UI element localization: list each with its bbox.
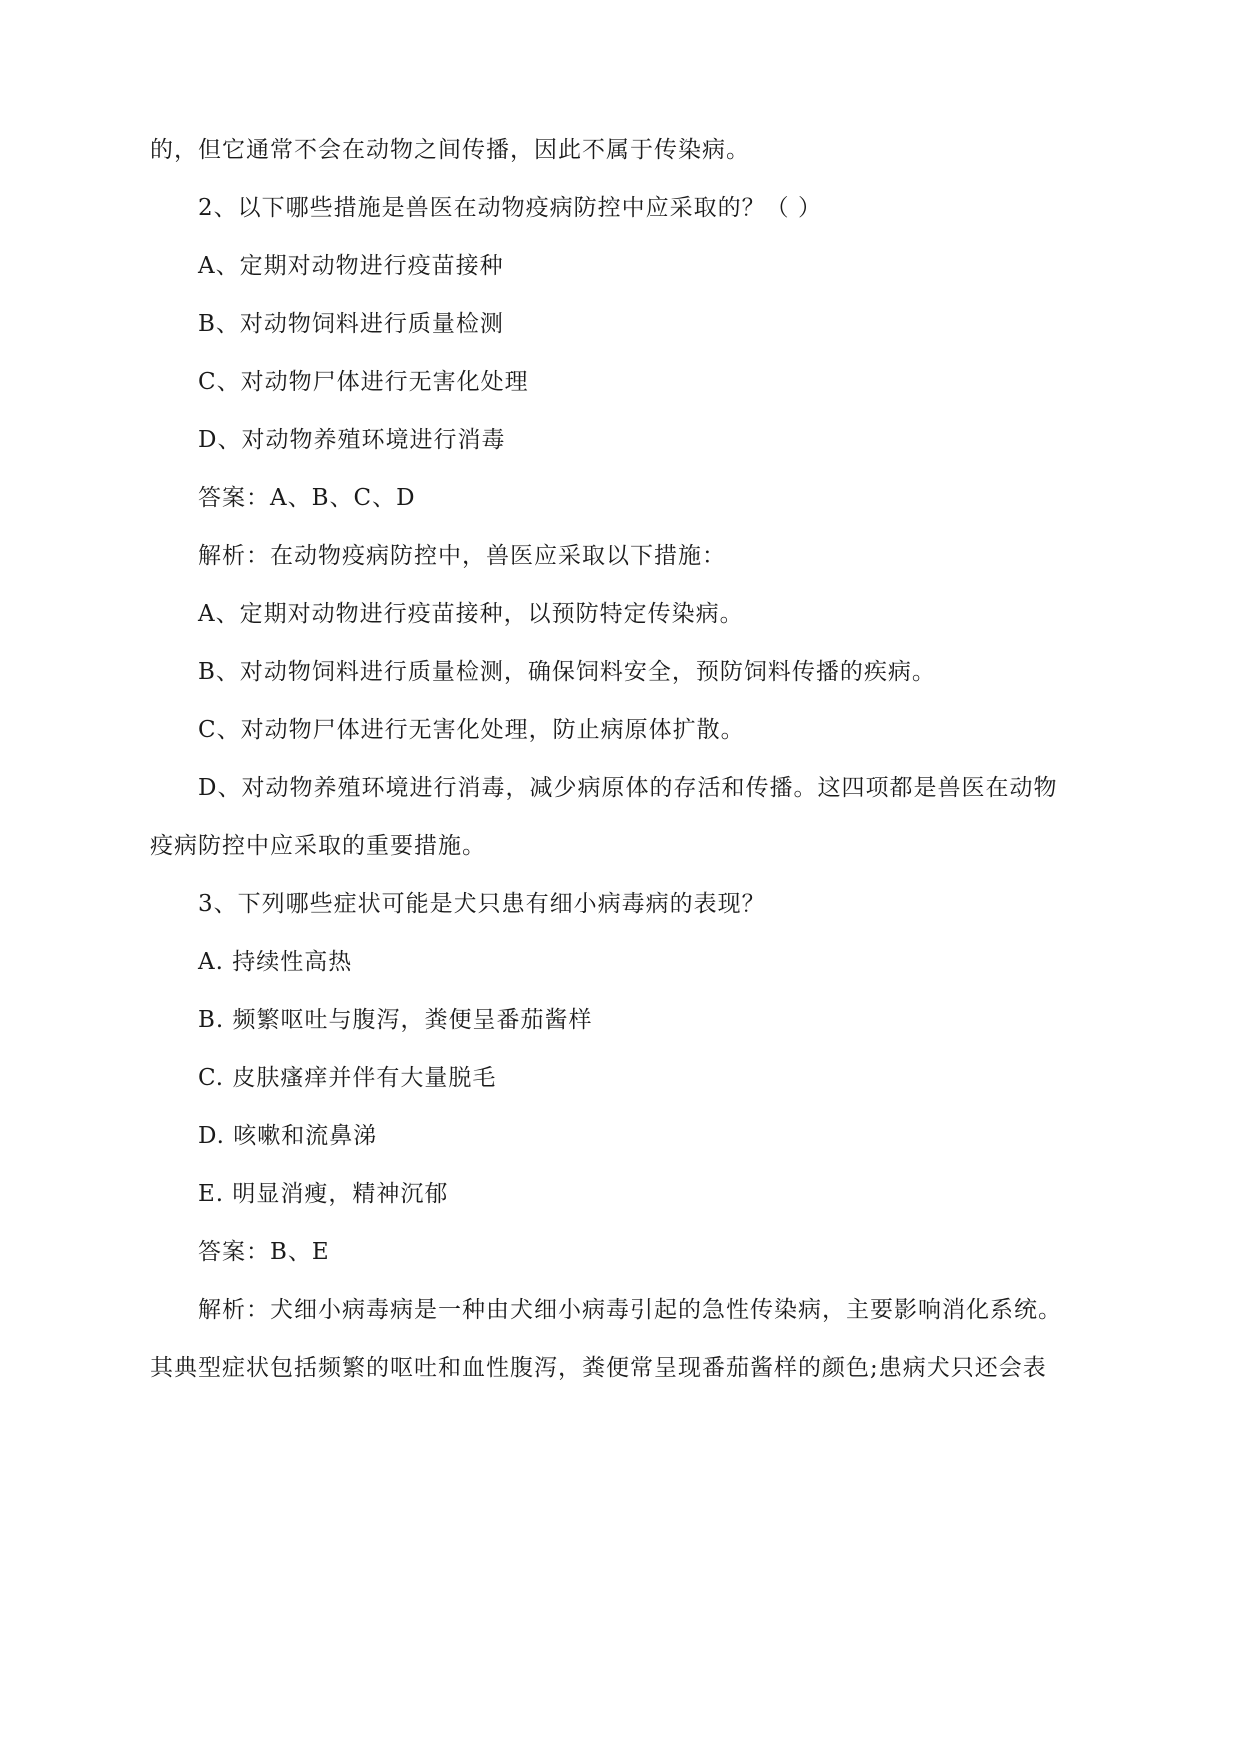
option-e: E. 明显消瘦，精神沉郁	[198, 1181, 449, 1207]
analysis-paragraph: 解析：犬细小病毒病是一种由犬细小病毒引起的急性传染病，主要影响消化系统。	[198, 1297, 1062, 1323]
paragraph-line: 的，但它通常不会在动物之间传播，因此不属于传染病。	[150, 137, 750, 163]
option-a: A、定期对动物进行疫苗接种	[198, 253, 504, 279]
analysis-item-d: D、对动物养殖环境进行消毒，减少病原体的存活和传播。这四项都是兽医在动物	[198, 775, 1058, 801]
answer-line: 答案：B、E	[198, 1239, 330, 1265]
option-c: C. 皮肤瘙痒并伴有大量脱毛	[198, 1065, 497, 1091]
analysis-item-c: C、对动物尸体进行无害化处理，防止病原体扩散。	[198, 717, 745, 743]
analysis-paragraph-continued: 其典型症状包括频繁的呕吐和血性腹泻，粪便常呈现番茄酱样的颜色;患病犬只还会表	[150, 1355, 1047, 1381]
option-b: B. 频繁呕吐与腹泻，粪便呈番茄酱样	[198, 1007, 593, 1033]
analysis-item-a: A、定期对动物进行疫苗接种，以预防特定传染病。	[198, 601, 744, 627]
analysis-heading: 解析：在动物疫病防控中，兽医应采取以下措施：	[198, 543, 726, 569]
question-3-text: 3、下列哪些症状可能是犬只患有细小病毒病的表现？	[198, 891, 766, 917]
answer-line: 答案：A、B、C、D	[198, 485, 416, 511]
option-b: B、对动物饲料进行质量检测	[198, 311, 504, 337]
option-c: C、对动物尸体进行无害化处理	[198, 369, 529, 395]
option-d: D、对动物养殖环境进行消毒	[198, 427, 506, 453]
option-a: A. 持续性高热	[198, 949, 353, 975]
analysis-item-d-continued: 疫病防控中应采取的重要措施。	[150, 833, 486, 859]
analysis-item-b: B、对动物饲料进行质量检测，确保饲料安全，预防饲料传播的疾病。	[198, 659, 936, 685]
question-2-text: 2、以下哪些措施是兽医在动物疫病防控中应采取的？（ ）	[198, 195, 822, 221]
option-d: D. 咳嗽和流鼻涕	[198, 1123, 378, 1149]
